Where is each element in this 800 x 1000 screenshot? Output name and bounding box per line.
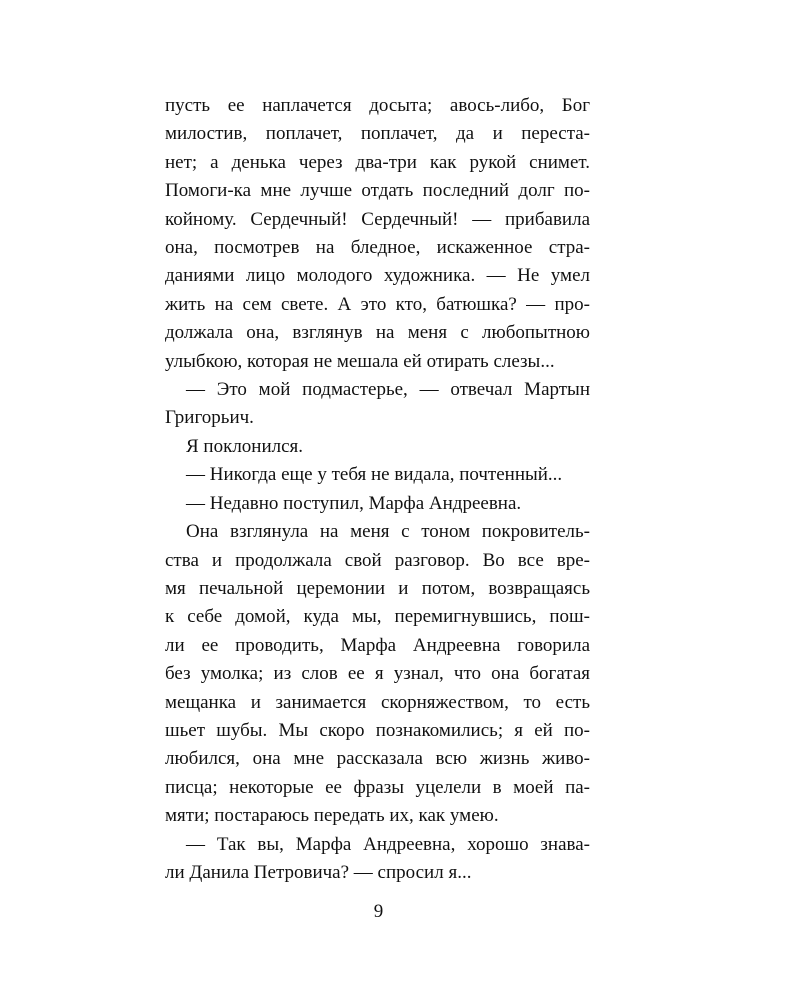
text-line: — Никогда еще у тебя не видала, почтенный... bbox=[186, 464, 563, 486]
text-line: она, посмотрев на бледное, искаженное стра- bbox=[165, 237, 590, 259]
text-line: жить на сем свете. А это кто, батюшка? — про- bbox=[165, 293, 590, 315]
text-line: койному. Сердечный! Сердечный! — прибавила bbox=[165, 208, 590, 230]
text-line: нет; а денька через два-три как рукой снимет. bbox=[165, 151, 590, 173]
text-line: любился, она мне рассказала всю жизнь живо- bbox=[165, 748, 590, 770]
text-line: ства и продолжала свой разговор. Во все вре- bbox=[165, 549, 590, 571]
text-line: Я поклонился. bbox=[186, 435, 304, 457]
text-line: Помоги-ка мне лучше отдать последний долг по- bbox=[165, 180, 590, 202]
text-line: писца; некоторые ее фразы уцелели в моей па- bbox=[165, 776, 590, 798]
text-line: милостив, поплачет, поплачет, да и переста- bbox=[165, 123, 590, 145]
page-body-text bbox=[165, 92, 590, 887]
text-line: — Это мой подмастерье, — отвечал Мартын bbox=[186, 379, 590, 401]
text-line: мещанка и занимается скорняжеством, то есть bbox=[165, 691, 590, 713]
text-line: пусть ее наплачется досыта; авось-либо, Бог bbox=[165, 95, 590, 116]
text-line: должала она, взглянув на меня с любопытною bbox=[165, 322, 590, 344]
text-line: мяти; постараюсь передать их, как умею. bbox=[165, 805, 499, 827]
text-line: Она взглянула на меня с тоном покровитель- bbox=[186, 521, 590, 543]
text-line: ли ее проводить, Марфа Андреевна говорила bbox=[165, 634, 590, 656]
text-line: мя печальной церемонии и потом, возвращаясь bbox=[165, 577, 590, 599]
text-line: к себе домой, куда мы, перемигнувшись, пош- bbox=[165, 606, 590, 628]
text-line: шьет шубы. Мы скоро познакомились; я ей по- bbox=[165, 719, 590, 741]
text-line: — Недавно поступил, Марфа Андреевна. bbox=[186, 492, 522, 514]
text-line: даниями лицо молодого художника. — Не умел bbox=[165, 265, 590, 287]
text-line: Григорьич. bbox=[165, 407, 254, 429]
text-line: — Так вы, Марфа Андреевна, хорошо знава- bbox=[186, 833, 590, 855]
text-line: ли Данила Петровича? — спросил я... bbox=[165, 861, 472, 883]
page-number: 9 bbox=[373, 901, 384, 922]
text-line: улыбкою, которая не мешала ей отирать слезы... bbox=[165, 350, 555, 372]
text-line: без умолка; из слов ее я узнал, что она богатая bbox=[165, 663, 590, 685]
